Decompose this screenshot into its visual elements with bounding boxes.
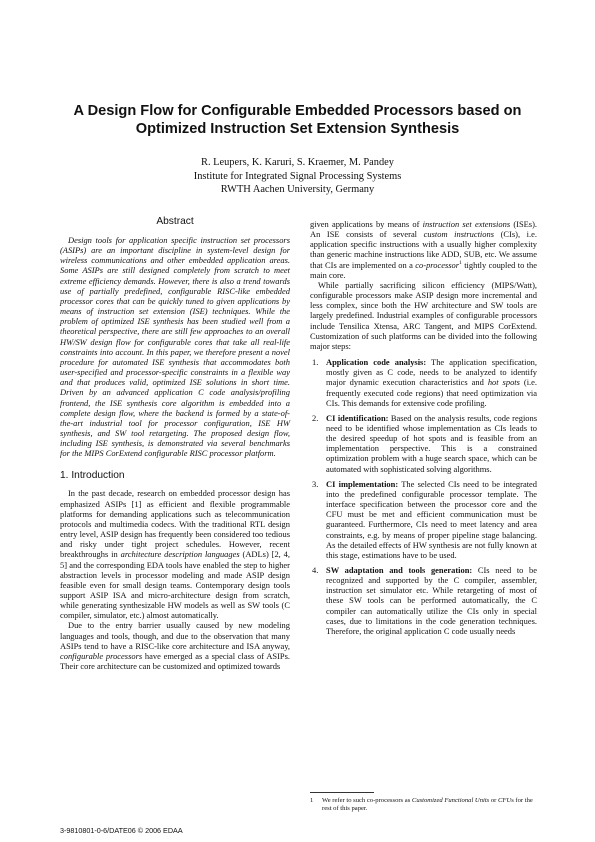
abstract-heading: Abstract	[156, 216, 194, 227]
author-names: R. Leupers, K. Karuri, S. Kraemer, M. Pandey	[201, 157, 394, 168]
intro-paragraph-1: In the past decade, research on embedded processor design has emphasized ASIPs [1] as efficient and flexible programmable platforms for demanding applications such as telecommunication protocols and multimedia codecs. With the traditional RTL design entry level, ASIP design has frequently been considered too tedious and risky under tight project schedules. However, recent breakthroughs in architecture description languages (ADLs) [2, 4, 5] and the corresponding EDA tools have enabled the step to higher abstraction levels in processor modeling and made ASIP design feasible even for small design teams. Contemporary design tools support ASIP ISA and micro-architecture design from scratch, while generating synthesizable HW models as well as SW tools (C compiler, simulator, etc.) almost automatically.	[60, 488, 290, 621]
list-item: 3. CI implementation: The selected CIs need to be integrated into the predefined configurable processor template. The interface specification between the processor core and the CFU must be met and efficient communication must be guaranteed. Furthermore, CIs need to meet latency and area constraints, e.g. by means of proper pipeline stage balancing. As the detailed effects of HW synthesis are not fully known at this stage, estimations have to be used.	[312, 478, 538, 560]
customization-steps-list	[310, 357, 537, 636]
intro-heading: 1. Introduction	[60, 470, 125, 482]
footnote	[310, 797, 537, 814]
footnote-divider	[310, 792, 374, 793]
footnote-text: We refer to such co-processors as Customized Functional Units or CFUs for the rest of this paper.	[322, 797, 533, 813]
author-block	[80, 156, 515, 197]
author-affiliation: Institute for Integrated Signal Processing Systems	[193, 170, 402, 182]
right-paragraph-2: While partially sacrificing silicon efficiency (MIPS/Watt), configurable processors make ASIP design more incremental and less complex, since both the HW architecture and SW tools are largely predefined. Industrial examples of configurable processors include Tensilica Xtensa, ARC Tangent, and MIPS CorExtend. Customization of such platforms can be divided into the following major steps:	[310, 279, 537, 351]
abstract-text: Design tools for application specific instruction set processors (ASIPs) are an important discipline in system-level design for wireless communications and other embedded application areas. Some ASIPs are still designed completely from scratch to meet extreme efficiency demands. However, there is also a trend towards use of partially predefined, configurable RISC-like embedded processor cores that can be quickly tuned to given applications by means of instruction set extension (ISE) techniques. While the problem of optimized ISE synthesis has been studied well from a theoretical perspective, there are still few approaches to an overall HW/SW design flow for configurable cores that take all real-life constraints into account. In this paper, we therefore present a novel procedure for automated ISE synthesis that accommodates both user-specified and processor-specific constraints in a flexible way and that produces valid, optimized ISE solutions in short time. Driven by an advanced application C code analysis/profiling frontend, the ISE synthesis core algorithm is embedded into a complete design flow, where the backend is formed by a state-of-the-art industrial tool for processor configuration, ISE HW synthesis, and SW tool retargeting. The proposed design flow, including ISE synthesis, is demonstrated via several benchmarks for the MIPS CorExtend configurable RISC processor platform.	[60, 235, 290, 459]
footnote-marker: 1	[459, 259, 462, 266]
author-university: RWTH Aachen University, Germany	[220, 184, 375, 196]
paper-title: A Design Flow for Configurable Embedded Processors based on Optimized Instruction Set Extension Synthesis	[73, 103, 522, 137]
intro-paragraph-2: Due to the entry barrier usually caused by new modeling languages and tools, though, and due to the observation that many ASIPs tend to have a RISC-like core architecture and ISA anyway, configurable processors have emerged as a special class of ASIPs. Their core architecture can be customized and optimized towards	[60, 620, 291, 672]
copyright-footer: 3-9810801-0-6/DATE06 © 2006 EDAA	[60, 826, 183, 835]
right-column	[310, 219, 537, 641]
list-item: 2. CI identification: Based on the analysis results, code regions need to be identified whose implementation as CIs leads to the desired speedup of hot spots and is feasible from an implementation perspective. This is a constrained optimization problem with a huge search space, which can be automated with sophisticated solving algorithms.	[312, 412, 538, 474]
list-item: 1. Application code analysis: The application specification, mostly given as C code, needs to be analyzed to identify major dynamic execution characteristics and hot spots (i.e. frequently executed code regions) that need optimization via CIs. This demands for extensive code profiling.	[312, 357, 538, 408]
footnote-number: 1	[310, 797, 314, 804]
list-item: 4. SW adaptation and tools generation: CIs need to be recognized and supported by the C compiler, assembler, instruction set simulator etc. While retargeting of most of these SW tools can be performed automatically, the C compiler can automatically utilize the CIs only in special cases, due to limitations in the code generation techniques. Therefore, the original application C code usually needs	[312, 565, 537, 636]
left-column	[60, 215, 290, 671]
right-paragraph-1: given applications by means of instruction set extensions (ISEs). An ISE consists of several custom instructions (CIs), i.e. application specific instructions with a usually higher complexity than generic machine instructions like ADD, SUB, etc. We assume that CIs are implemented on a co-processor$^1$ tightly coupled to the main core.	[310, 219, 537, 280]
